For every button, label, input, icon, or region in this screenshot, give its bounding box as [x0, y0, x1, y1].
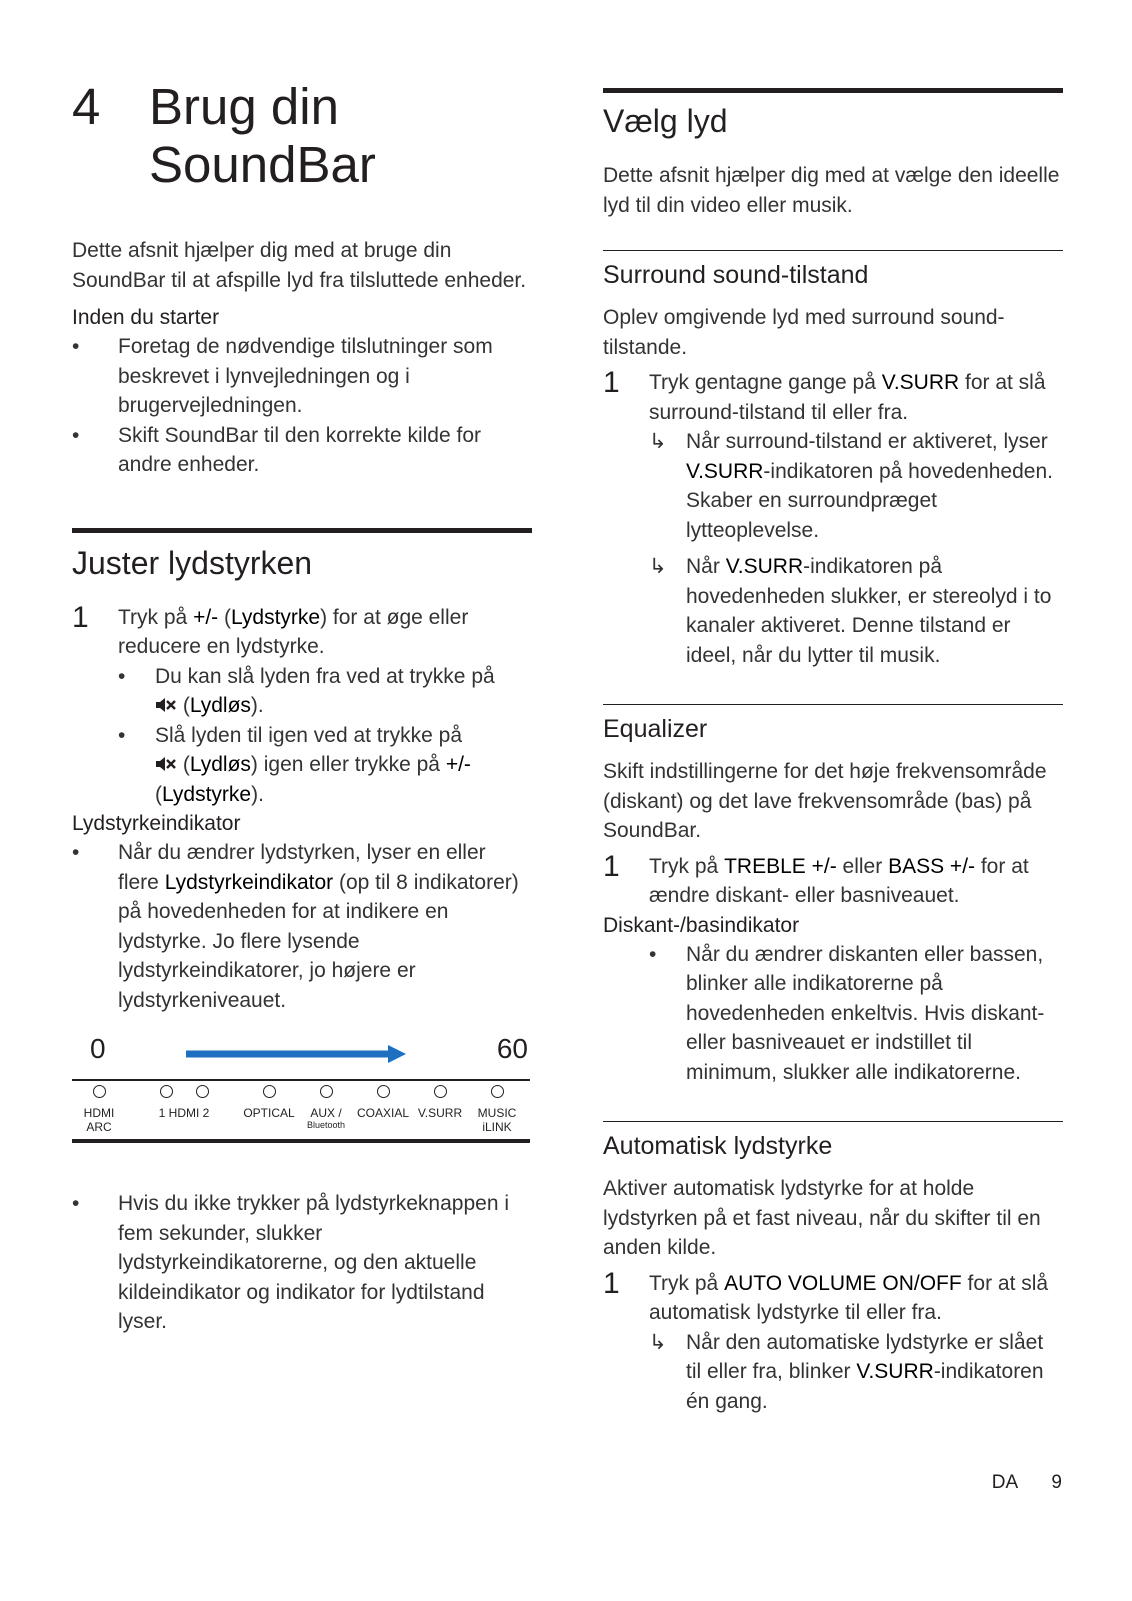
indicator-light-icon: [263, 1085, 276, 1098]
auto-volume-title: Automatisk lydstyrke: [603, 1132, 833, 1160]
list-item: • Du kan slå lyden fra ved at trykke på (Lydløs).: [118, 662, 532, 721]
indicator-light-icon: [491, 1085, 504, 1098]
volume-after-list: [72, 1189, 532, 1337]
indicator-light-icon: [196, 1085, 209, 1098]
chapter-title-line2: SoundBar: [149, 136, 376, 193]
before-start-list: [72, 332, 532, 480]
list-item: • Skift SoundBar til den korrekte kilde for andre enheder.: [72, 421, 532, 480]
auto-volume-results: [603, 1328, 1063, 1417]
sound-section-title: Vælg lyd: [603, 103, 728, 139]
equalizer-step: 1 Tryk på TREBLE +/- eller BASS +/- for at ændre diskant- eller basniveauet.: [603, 852, 1063, 911]
subsection-divider: [603, 1121, 1063, 1122]
auto-volume-step: 1 Tryk på AUTO VOLUME ON/OFF for at slå automatisk lydstyrke til eller fra.: [603, 1269, 1063, 1328]
indicator-vsurr: V.SURR: [410, 1085, 470, 1120]
section-divider: [603, 88, 1063, 93]
step-number: 1: [72, 600, 89, 634]
indicator-light-icon: [377, 1085, 390, 1098]
indicator-hdmi-1-2: 1 HDMI 2: [126, 1085, 242, 1120]
step-number: 1: [603, 849, 620, 883]
indicator-light-icon: [93, 1085, 106, 1098]
subsection-divider: [603, 250, 1063, 251]
mute-icon: [155, 696, 177, 714]
list-item: • Hvis du ikke trykker på lydstyrkeknappen i fem sekunder, slukker lydstyrkeindikatorerne, og den aktuelle kildeindikator og indikator for lydtilstand lyser.: [72, 1189, 532, 1337]
indicator-light-icon: [160, 1085, 173, 1098]
indicator-heading: Lydstyrkeindikator: [72, 812, 241, 835]
sound-intro: Dette afsnit hjælper dig med at vælge den ideelle lyd til din video eller musik.: [603, 164, 1060, 217]
list-item: ↳ Når V.SURR-indikatoren på hovedenheden slukker, er stereolyd i to kanaler aktiveret. Denne tilstand er ideel, når du lytter til musik.: [649, 552, 1063, 670]
surround-title: Surround sound-tilstand: [603, 261, 869, 289]
auto-volume-intro: Aktiver automatisk lydstyrke for at holde lydstyrken på et fast niveau, når du skifter til en anden kilde.: [603, 1177, 1041, 1259]
volume-section-title: Juster lydstyrken: [72, 544, 313, 581]
equalizer-title: Equalizer: [603, 715, 708, 743]
surround-results: [603, 427, 1063, 670]
indicator-light-icon: [320, 1085, 333, 1098]
subsection-divider: [603, 704, 1063, 705]
language-code: DA: [991, 1472, 1019, 1493]
indicator-light-icon: [434, 1085, 447, 1098]
right-column: [603, 88, 1063, 1423]
mute-icon: [155, 755, 177, 773]
volume-sublist: [118, 662, 532, 810]
indicator-hdmi-arc: HDMI ARC: [69, 1085, 129, 1134]
equalizer-indicator-list: [603, 940, 1063, 1088]
step-number: 1: [603, 1266, 620, 1300]
page-footer: [992, 1472, 1062, 1494]
indicator-optical: OPTICAL: [239, 1085, 299, 1120]
list-item: • Når du ændrer lydstyrken, lyser en eller flere Lydstyrkeindikator (op til 8 indikatorer) på hovedenheden for at indikere en lydstyrke. Jo flere lysende lydstyrkeindikatorer, jo højere er lydstyrkeniveauet.: [72, 838, 532, 1015]
volume-arrow-icon: [186, 1043, 408, 1065]
equalizer-indicator-heading: Diskant-/basindikator: [603, 913, 800, 937]
chapter-number: 4: [72, 78, 101, 135]
surround-intro: Oplev omgivende lyd med surround sound-tilstande.: [603, 306, 1005, 359]
list-item: ↳ Når den automatiske lydstyrke er slået til eller fra, blinker V.SURR-indikatoren én gang.: [649, 1328, 1063, 1417]
chapter-title: [72, 78, 532, 194]
result-arrow-icon: ↳: [649, 430, 667, 453]
indicator-coaxial: COAXIAL: [353, 1085, 413, 1120]
list-item: • Slå lyden til igen ved at trykke på (Lydløs) igen eller trykke på +/- (Lydstyrke).: [118, 721, 532, 810]
page-number: 9: [1051, 1472, 1062, 1493]
indicator-list: [72, 838, 532, 1015]
step-number: 1: [603, 366, 620, 399]
indicator-music-ilink: MUSIC iLINK: [467, 1085, 527, 1134]
result-arrow-icon: ↳: [649, 555, 667, 578]
before-start-heading: Inden du starter: [72, 306, 220, 329]
volume-max-label: 60: [496, 1033, 528, 1064]
volume-step: 1 Tryk på +/- (Lydstyrke) for at øge eller reducere en lydstyrke. • Du kan slå lyden fra ved at trykke på (Lydløs). • Slå lyden til igen ved at trykke på (Lydløs) igen eller trykke på +/- (Lydstyrke).: [72, 603, 532, 810]
diagram-top-rule: [72, 1079, 530, 1081]
volume-min-label: 0: [90, 1033, 106, 1064]
equalizer-intro: Skift indstillingerne for det høje frekvensområde (diskant) og det lave frekvensområde (bas) på SoundBar.: [603, 760, 1047, 842]
indicator-aux-bluetooth: AUX / Bluetooth: [296, 1085, 356, 1131]
diagram-bottom-rule: [72, 1139, 530, 1143]
left-column: [72, 78, 532, 1337]
volume-indicator-diagram: [72, 1033, 532, 1163]
result-arrow-icon: ↳: [649, 1330, 667, 1354]
list-item: ↳ Når surround-tilstand er aktiveret, lyser V.SURR-indikatoren på hovedenheden. Skaber en surroundpræget lytteoplevelse.: [649, 427, 1063, 545]
list-item: • Foretag de nødvendige tilslutninger som beskrevet i lynvejledningen og i brugervejledningen.: [72, 332, 532, 421]
section-divider: [72, 528, 532, 533]
surround-step: 1 Tryk gentagne gange på V.SURR for at slå surround-tilstand til eller fra.: [603, 368, 1063, 427]
list-item: • Når du ændrer diskanten eller bassen, blinker alle indikatorerne på hovedenheden enkeltvis. Hvis diskant- eller basniveauet er indstillet til minimum, slukker alle indikatorerne.: [649, 940, 1063, 1088]
chapter-title-line1: Brug din: [149, 78, 339, 135]
chapter-intro: Dette afsnit hjælper dig med at bruge din SoundBar til at afspille lyd fra tilsluttede enheder.: [72, 239, 527, 292]
